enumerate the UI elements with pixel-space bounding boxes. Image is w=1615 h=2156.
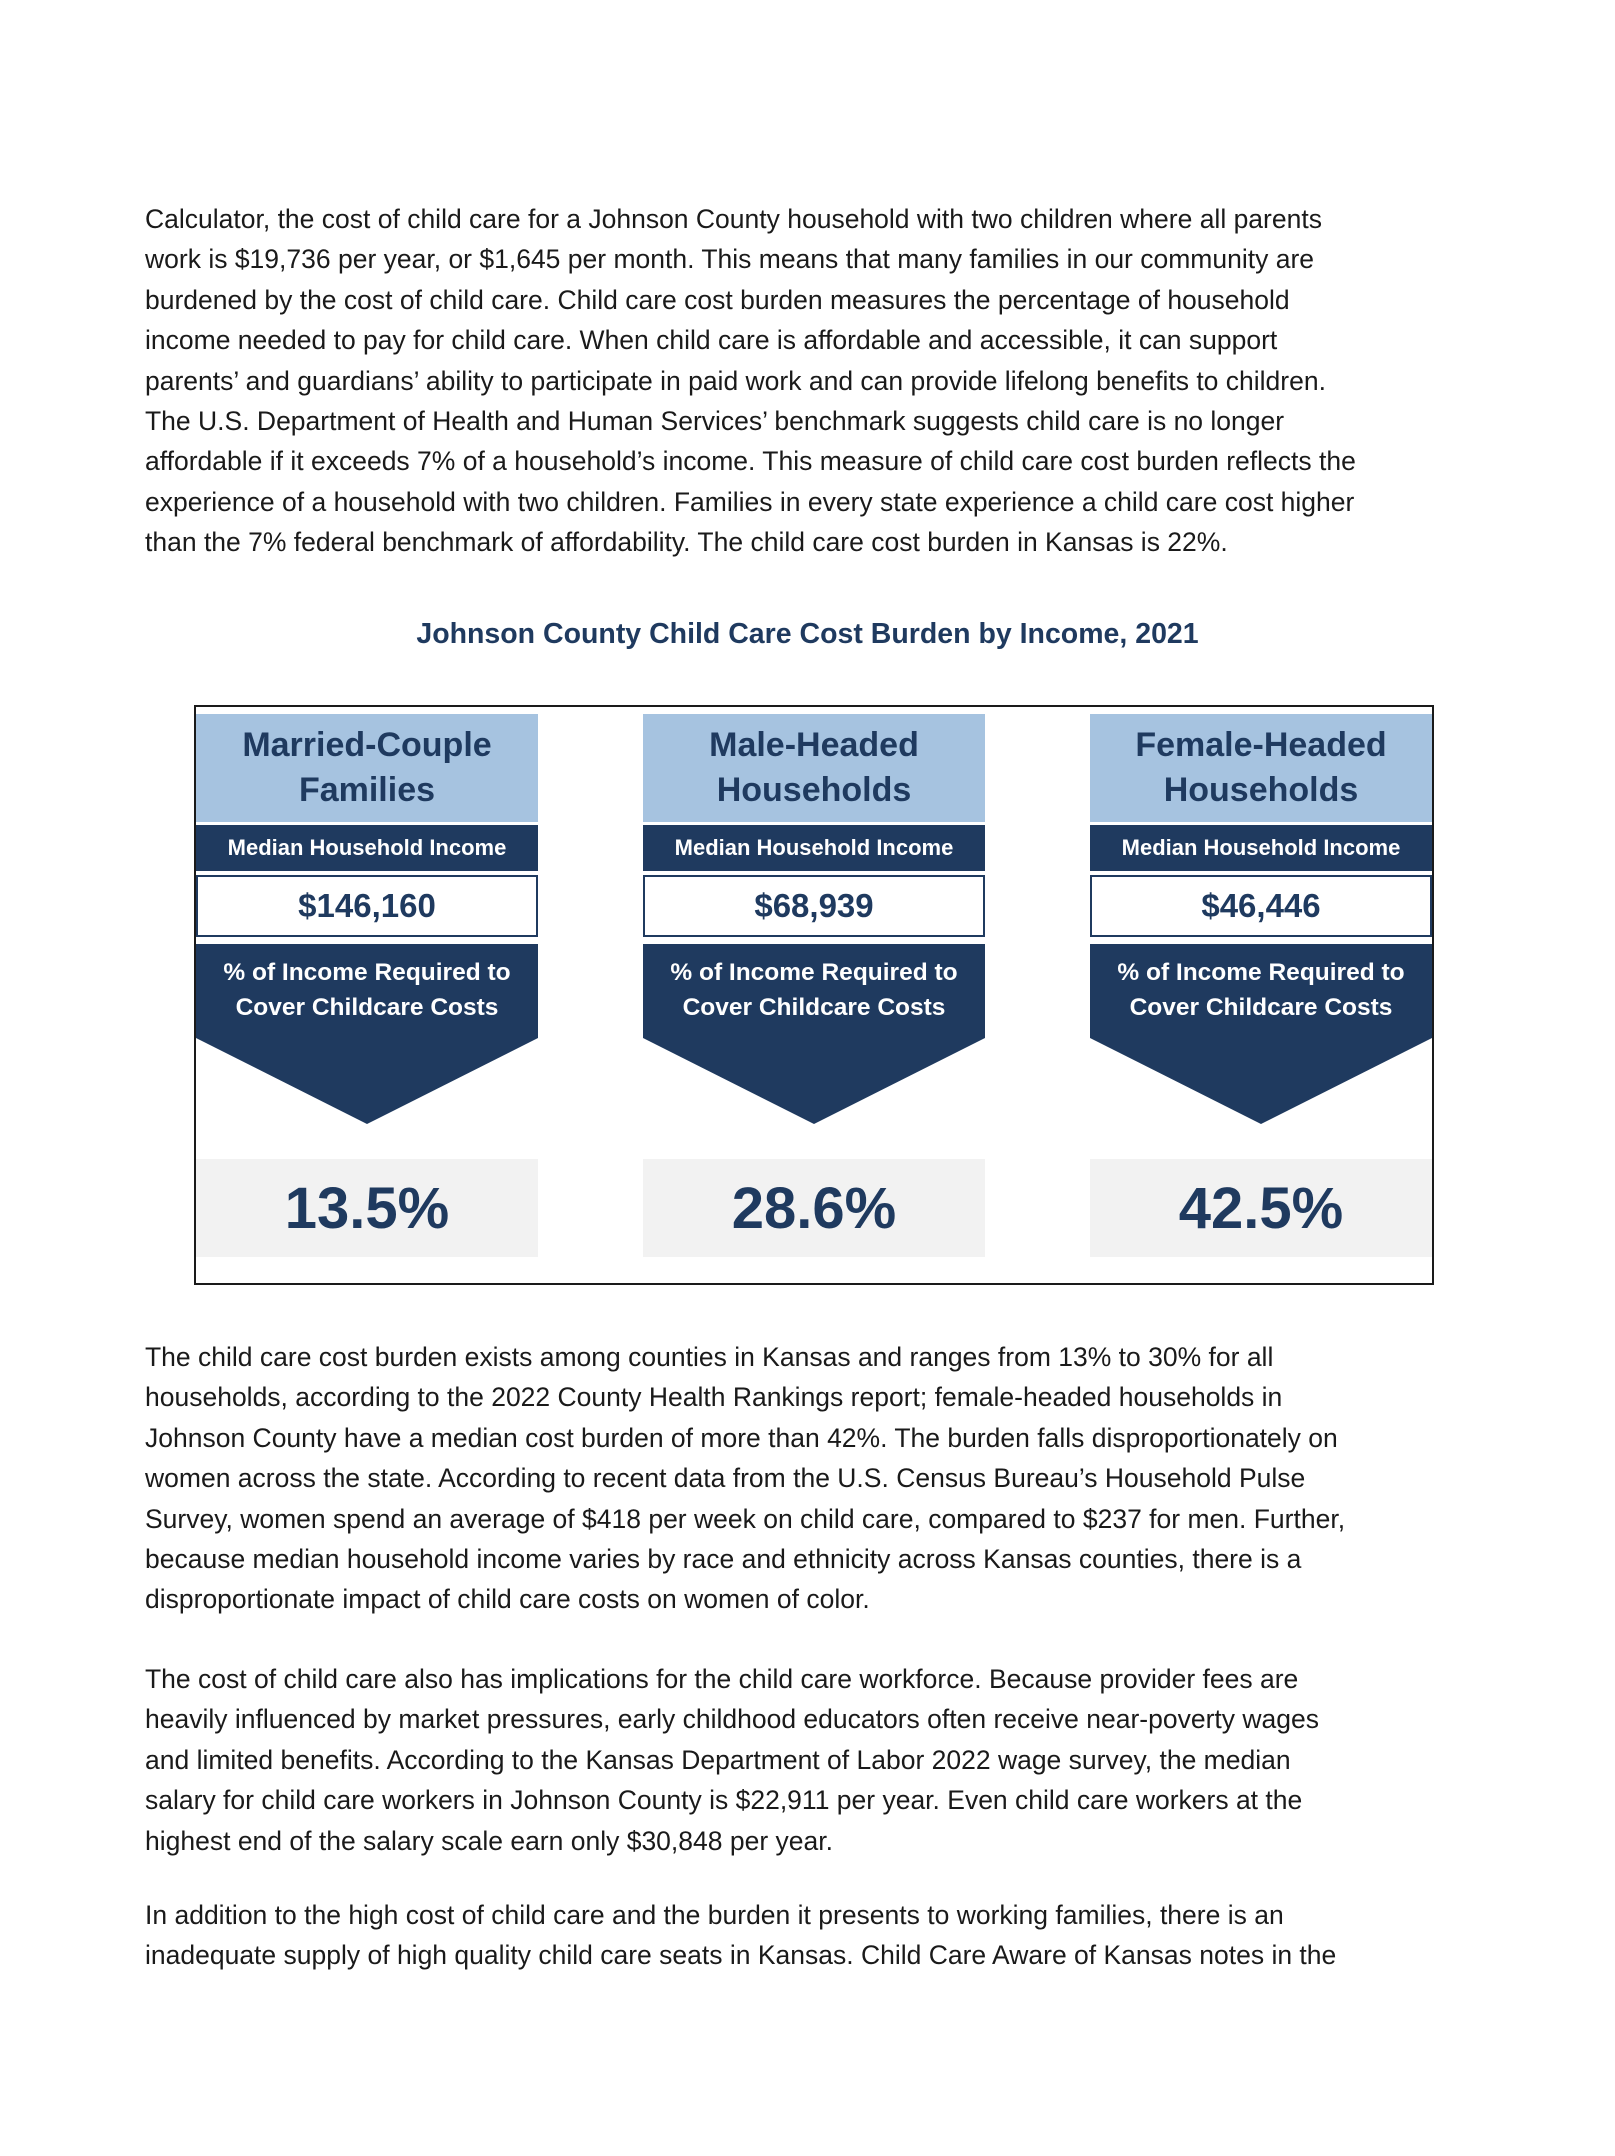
text-line: Calculator, the cost of child care for a Johnson County household with two children where all parents [145, 204, 1322, 234]
text-line: Johnson County have a median cost burden of more than 42%. The burden falls disproportionately on [145, 1422, 1338, 1453]
burden-label [643, 955, 985, 1025]
burden-label-line: Cover Childcare Costs [1129, 994, 1393, 1021]
column-header-line: Male-Headed [709, 726, 919, 764]
text-line: The cost of child care also has implications for the child care workforce. Because provider fees are [145, 1664, 1299, 1694]
text-line: Survey, women spend an average of $418 per week on child care, compared to $237 for men. Further, [145, 1503, 1346, 1534]
income-label: Median Household Income [1090, 825, 1432, 871]
figure-title: Johnson County Child Care Cost Burden by Income, 2021 [416, 618, 1199, 650]
paragraph-workforce [145, 1659, 1495, 1861]
text-line: salary for child care workers in Johnson County is $22,911 per year. Even child care workers at the [145, 1785, 1303, 1816]
text-line: experience of a household with two children. Families in every state experience a child care cost higher [145, 486, 1355, 517]
column-header-line: Married-Couple [242, 726, 492, 764]
column-header-line: Female-Headed [1135, 726, 1387, 764]
income-value: $146,160 [196, 875, 538, 937]
column-male-headed [643, 707, 985, 1287]
text-line: The child care cost burden exists among counties in Kansas and ranges from 13% to 30% for all [145, 1342, 1274, 1372]
text-line: disproportionate impact of child care costs on women of color. [145, 1584, 870, 1615]
text-line: affordable if it exceeds 7% of a household’s income. This measure of child care cost burden reflects the [145, 446, 1356, 477]
text-line: In addition to the high cost of child care and the burden it presents to working families, there is an [145, 1900, 1284, 1930]
text-line: because median household income varies by race and ethnicity across Kansas counties, there is a [145, 1544, 1302, 1575]
burden-label-line: % of Income Required to [223, 959, 511, 986]
column-female-headed [1090, 707, 1432, 1287]
column-header [643, 714, 985, 822]
column-header-line: Households [1163, 771, 1359, 809]
text-line: women across the state. According to recent data from the U.S. Census Bureau’s Household Pulse [145, 1463, 1306, 1494]
burden-label-line: % of Income Required to [670, 959, 958, 986]
text-line: heavily influenced by market pressures, early childhood educators often receive near-poverty wages [145, 1704, 1319, 1735]
income-label: Median Household Income [643, 825, 985, 871]
burden-label-line: Cover Childcare Costs [682, 994, 946, 1021]
burden-label-line: % of Income Required to [1117, 959, 1405, 986]
burden-label [196, 955, 538, 1025]
text-line: burdened by the cost of child care. Child care cost burden measures the percentage of household [145, 284, 1290, 315]
burden-value: 28.6% [643, 1159, 985, 1257]
text-line: income needed to pay for child care. When child care is affordable and accessible, it can support [145, 325, 1278, 356]
burden-value: 13.5% [196, 1159, 538, 1257]
column-header-line: Households [716, 771, 912, 809]
text-line: and limited benefits. According to the Kansas Department of Labor 2022 wage survey, the median [145, 1744, 1291, 1775]
text-line: households, according to the 2022 County Health Rankings report; female-headed households in [145, 1382, 1283, 1413]
paragraph-cost-burden [145, 1337, 1495, 1620]
text-line: inadequate supply of high quality child care seats in Kansas. Child Care Aware of Kansas notes in the [145, 1940, 1337, 1971]
text-line: parents’ and guardians’ ability to participate in paid work and can provide lifelong benefits to children. [145, 365, 1326, 396]
column-married-couple [196, 707, 538, 1287]
income-label: Median Household Income [196, 825, 538, 871]
income-value: $46,446 [1090, 875, 1432, 937]
burden-label [1090, 955, 1432, 1025]
cost-burden-figure [194, 705, 1434, 1285]
text-line: The U.S. Department of Health and Human Services’ benchmark suggests child care is no longer [145, 406, 1285, 437]
text-line: highest end of the salary scale earn only $30,848 per year. [145, 1825, 833, 1856]
burden-value: 42.5% [1090, 1159, 1432, 1257]
paragraph-intro [145, 199, 1495, 563]
income-value: $68,939 [643, 875, 985, 937]
column-header [196, 714, 538, 822]
text-line: work is $19,736 per year, or $1,645 per month. This means that many families in our community are [145, 244, 1315, 275]
paragraph-supply [145, 1895, 1495, 1976]
burden-label-line: Cover Childcare Costs [235, 994, 499, 1021]
column-header [1090, 714, 1432, 822]
text-line: than the 7% federal benchmark of affordability. The child care cost burden in Kansas is 22%. [145, 527, 1228, 558]
column-header-line: Families [298, 771, 436, 809]
